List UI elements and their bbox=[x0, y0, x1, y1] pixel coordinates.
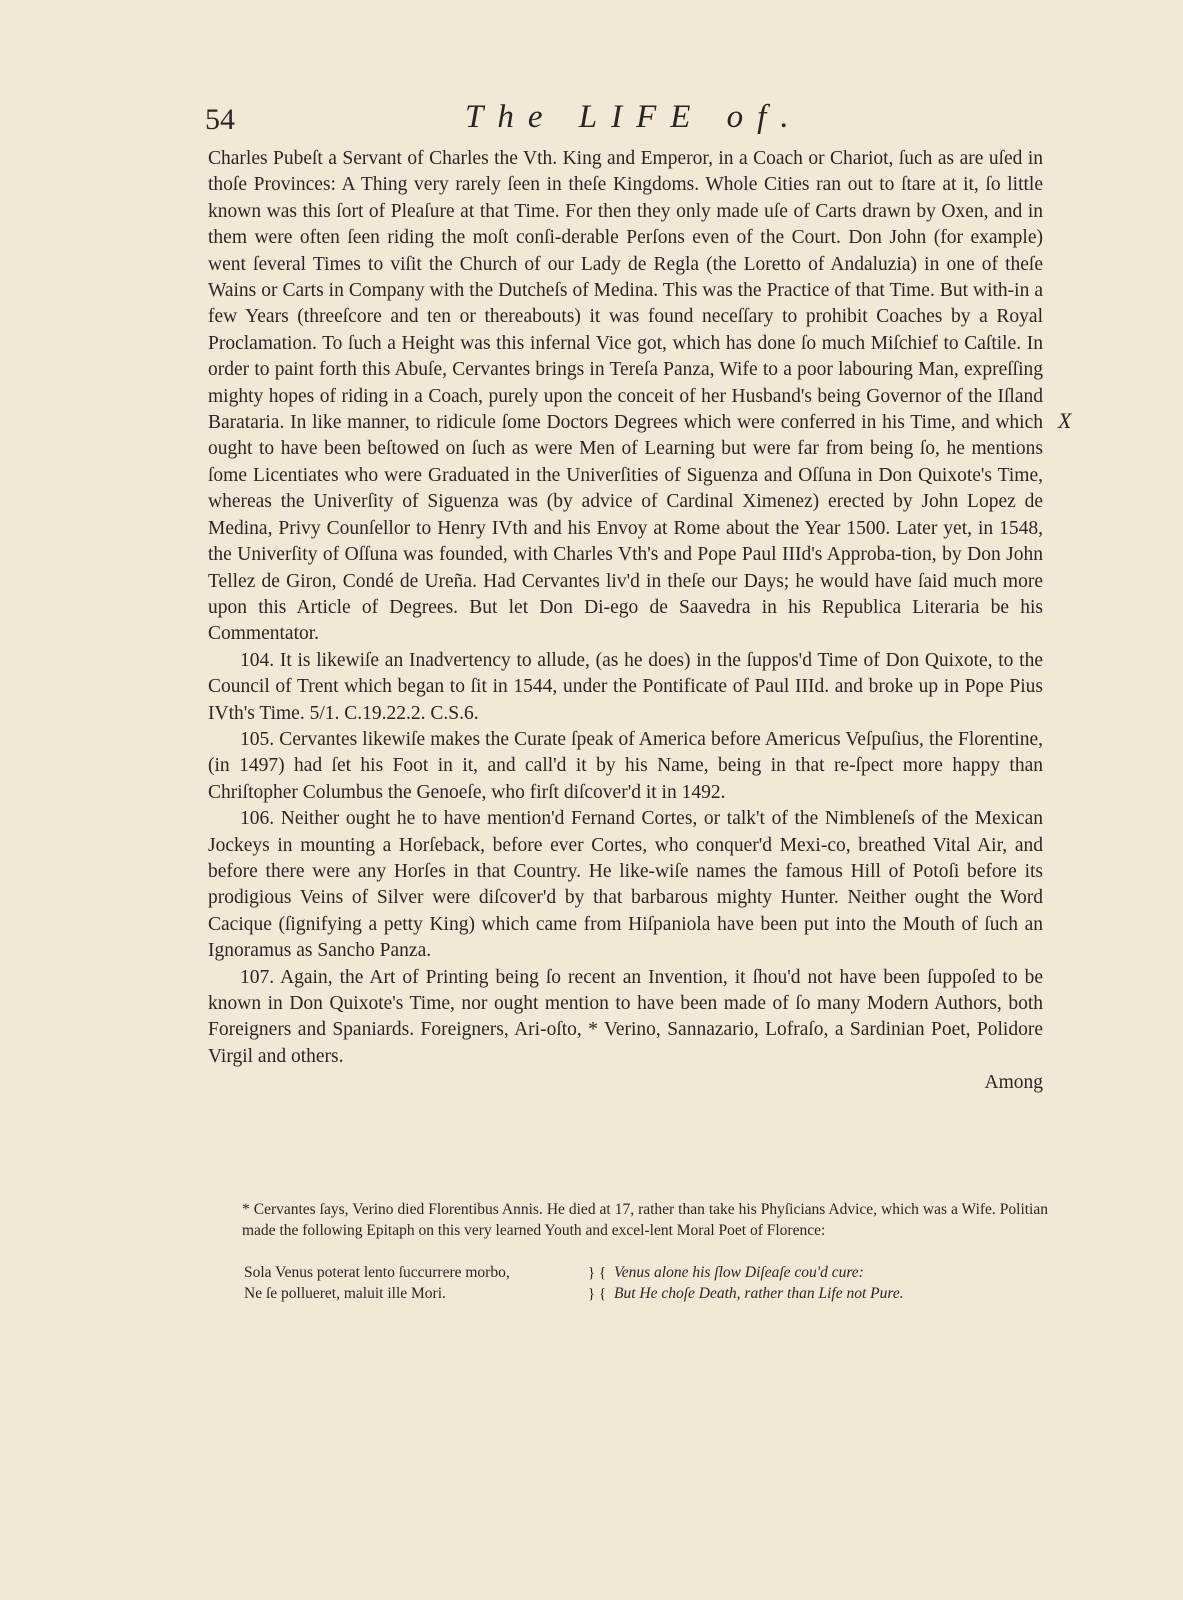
epitaph-poem bbox=[244, 1263, 1050, 1304]
footnote-text: * Cervantes ſays, Verino died Florentibus Annis. He died at 17, rather than take his Phyſicians Advice, which was a Wife. Politian made the following Epitaph on this very learned Youth and excel-lent Moral Poet of Florence: bbox=[242, 1201, 1048, 1239]
paragraph: Charles Pubeſt a Servant of Charles the Vth. King and Emperor, in a Coach or Chariot, ſuch as are uſed in thoſe Provinces: A Thing very rarely ſeen in theſe Kingdoms. Whole Cities ran out to ſtare at it, ſo little known was this ſort of Pleaſure at that Time. For then they only made uſe of Carts drawn by Oxen, and in them were often ſeen riding the moſt conſi-derable Perſons even of the Court. Don John (for example) went ſeveral Times to viſit the Church of our Lady de Regla (the Loretto of Andaluzia) in one of theſe Wains or Carts in Company with the Dutcheſs of Medina. This was the Practice of that Time. But with-in a few Years (threeſcore and ten or thereabouts) it was found neceſſary to prohibit Coaches by a Royal Proclamation. To ſuch a Height was this infernal Vice got, which has done ſo much Miſchief to Caſtile. In order to paint forth this Abuſe, Cervantes brings in Tereſa Panza, Wife to a poor labouring Man, expreſſing mighty hopes of riding in a Coach, purely upon the conceit of her Husband's being Governor of the Iſland Barataria. In like manner, to ridicule ſome Doctors Degrees which were conferred in his Time, and which ought to have been beſtowed on ſuch as were Men of Learning but were far from being ſo, he mentions ſome Licentiates who were Graduated in the Univerſities of Siguenza and Oſſuna in Don Quixote's Time, whereas the Univerſity of Siguenza was (by advice of Cardinal Ximenez) erected by John Lopez de Medina, Privy Counſellor to Henry IVth and his Envoy at Rome about the Year 1500. Later yet, in 1548, the Univerſity of Oſſuna was founded, with Charles Vth's and Pope Paul IIId's Approba-tion, by Don John Tellez de Giron, Condé de Ureña. Had Cervantes liv'd in theſe our Days; he would have ſaid much more upon this Article of Degrees. But let Don Di-ego de Saavedra in his Republica Literaria be his Commentator. bbox=[208, 148, 1043, 645]
page-header bbox=[205, 99, 1045, 143]
running-title: The LIFE of. bbox=[465, 99, 803, 135]
latin-verse: Sola Venus poterat lento ſuccurrere morbo, bbox=[244, 1264, 510, 1281]
english-verse: But He choſe Death, rather than Life not Pure. bbox=[614, 1284, 904, 1302]
english-verse: Venus alone his ſlow Diſeaſe cou'd cure: bbox=[614, 1264, 864, 1281]
paragraph-105: 105. Cervantes likewiſe makes the Curate ſpeak of America before Americus Veſpuſius, the Florentine, (in 1497) had ſet his Foot in it, and call'd it by his Name, being in that re-ſpect more happy than Chriſtopher Columbus the Genoeſe, who firſt diſcover'd it in 1492. bbox=[208, 728, 1043, 803]
catchword: Among bbox=[984, 1072, 1043, 1094]
footnote bbox=[242, 1200, 1048, 1241]
latin-verse: Ne ſe pollueret, maluit ille Mori. bbox=[244, 1284, 446, 1302]
margin-annotation: X bbox=[1058, 408, 1072, 433]
page-number: 54 bbox=[205, 103, 235, 136]
brace-icon: } { bbox=[587, 1285, 607, 1302]
paragraph-107: 107. Again, the Art of Printing being ſo recent an Invention, it ſhou'd not have been ſuppoſed to be known in Don Quixote's Time, nor ought mention to have been made of ſo many Modern Authors, both Foreigners and Spaniards. Foreigners, Ari-oſto, * Verino, Sannazario, Lofraſo, a Sardinian Poet, Polidore Virgil and others. bbox=[208, 966, 1043, 1067]
poem-line bbox=[244, 1284, 1050, 1305]
body-text bbox=[208, 146, 1043, 1097]
paragraph-106: 106. Neither ought he to have mention'd Fernand Cortes, or talk't of the Nimbleneſs of the Mexican Jockeys in mounting a Horſeback, before ever Cortes, who conquer'd Mexi-co, breathed Vital Air, and before there were any Horſes in that Country. He like-wiſe names the famous Hill of Potoſi before its prodigious Veins of Silver were diſcover'd by that barbarous mighty Hunter. Neither ought the Word Cacique (ſignifying a petty King) which came from Hiſpaniola have been put into the Mouth of ſuch an Ignoramus as Sancho Panza. bbox=[208, 808, 1043, 962]
paragraph-104: 104. It is likewiſe an Inadvertency to allude, (as he does) in the ſuppos'd Time of Don Quixote, to the Council of Trent which began to ſit in 1544, under the Pontificate of Paul IIId. and broke up in Pope Pius IVth's Time. 5/1. C.19.22.2. C.S.6. bbox=[208, 649, 1043, 724]
poem-line bbox=[244, 1263, 1050, 1284]
brace-icon: } { bbox=[587, 1265, 607, 1281]
